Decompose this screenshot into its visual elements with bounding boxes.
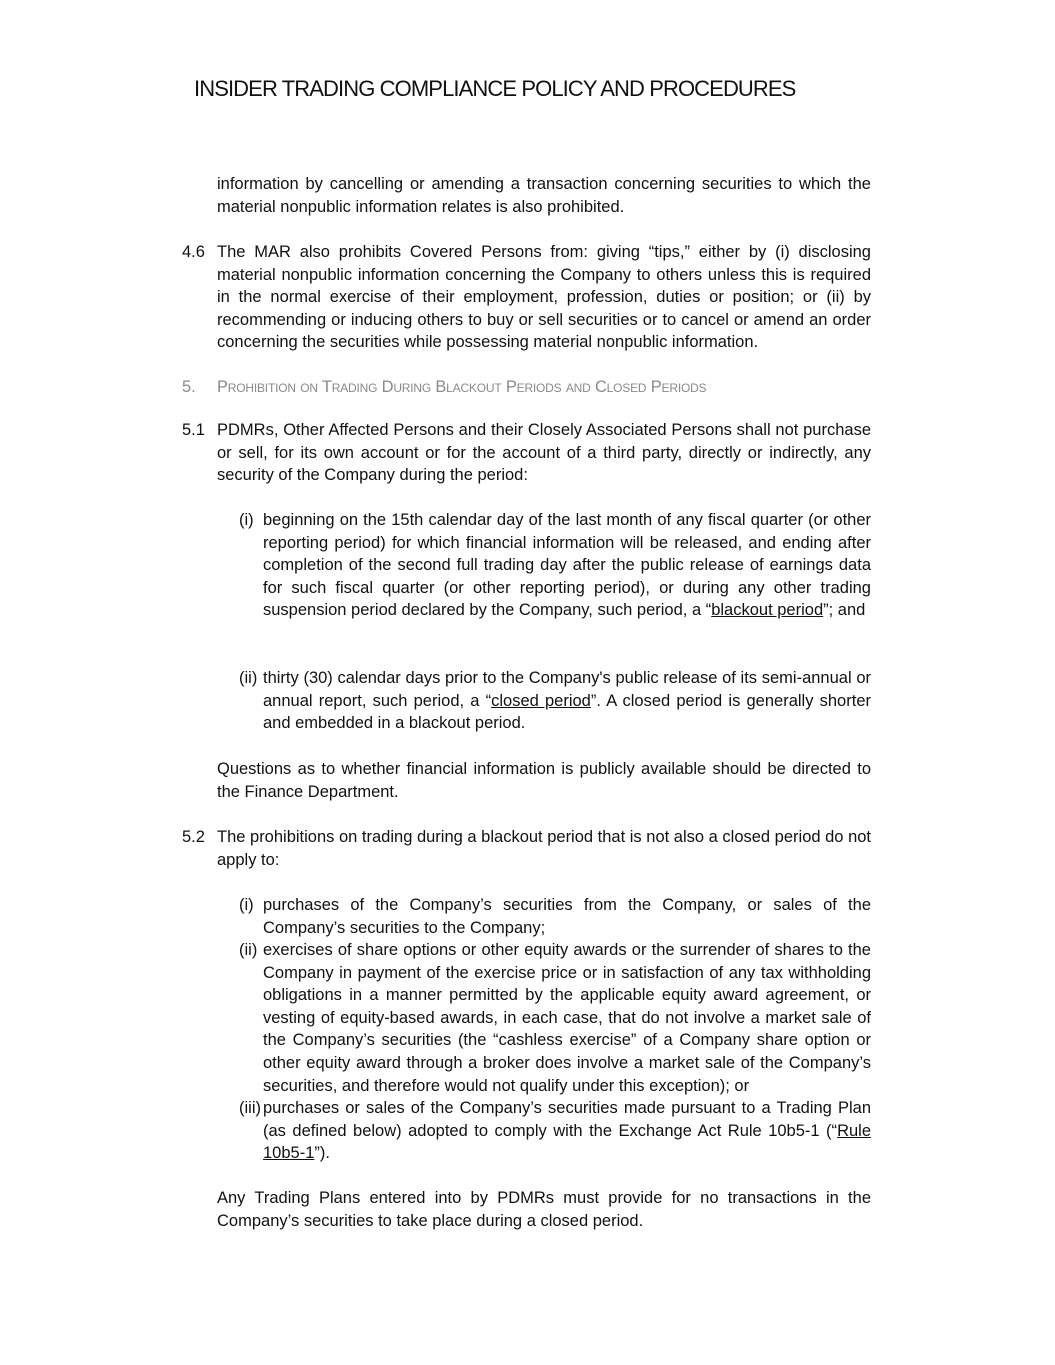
item-5-2-iii: purchases or sales of the Company’s securities made pursuant to a Trading Plan (as defined below) adopted to comply with the Exchange Act Rule 10b5-1 (“Rule 10b5-1”).	[263, 1099, 871, 1163]
defined-term-closed-period: closed period	[491, 691, 591, 710]
paragraph-5-2-note: Any Trading Plans entered into by PDMRs must provide for no transactions in the Company’s securities to take place during a closed period.	[217, 1189, 871, 1230]
item-label-5-2-i: (i)	[239, 896, 254, 914]
item-label-5-2-ii: (ii)	[239, 941, 258, 959]
paragraph-number-5-2: 5.2	[182, 828, 205, 846]
paragraph-number-4-6: 4.6	[182, 243, 205, 261]
paragraph-number-5-1: 5.1	[182, 421, 205, 439]
item-5-1-ii: thirty (30) calendar days prior to the Company's public release of its semi-annual or annual report, such period, a “closed period”. A closed period is generally shorter and embedded in a blackout period.	[263, 669, 871, 733]
section-5-heading	[182, 376, 706, 399]
section-title: Prohibition on Trading During Blackout Periods and Closed Periods	[217, 378, 707, 396]
defined-term-blackout-period: blackout period	[711, 601, 824, 620]
item-label-5-1-i: (i)	[239, 511, 254, 529]
item-5-2-i: purchases of the Company’s securities from the Company, or sales of the Company’s securities to the Company;	[263, 896, 871, 937]
defined-term-rule-10b5-1: Rule 10b5-1	[263, 1121, 871, 1163]
document-header: INSIDER TRADING COMPLIANCE POLICY AND PROCEDURES	[194, 76, 796, 101]
paragraph-5-1-note: Questions as to whether financial information is publicly available should be directed to the Finance Department.	[217, 760, 871, 801]
item-label-5-2-iii: (iii)	[239, 1099, 261, 1117]
item-label-5-1-ii: (ii)	[239, 669, 258, 687]
paragraph-5-2: The prohibitions on trading during a blackout period that is not also a closed period do not apply to:	[217, 828, 872, 869]
paragraph-5-1: PDMRs, Other Affected Persons and their Closely Associated Persons shall not purchase or sell, for its own account or for the account of a third party, directly or indirectly, any security of the Company during the period:	[217, 421, 871, 485]
section-number: 5.	[182, 378, 196, 396]
continuation-paragraph: information by cancelling or amending a transaction concerning securities to which the material nonpublic information relates is also prohibited.	[217, 175, 871, 216]
item-5-2-ii: exercises of share options or other equity awards or the surrender of shares to the Company in payment of the exercise price or in satisfaction of any tax withholding obligations in a manner permitted by the applicable equity award agreement, or vesting of equity-based awards, in each case, that do not involve a market sale of the Company’s securities (the “cashless exercise” of a Company share option or other equity award through a broker does involve a market sale of the Company’s securities, and therefore would not qualify under this exception); or	[263, 941, 871, 1095]
paragraph-4-6: The MAR also prohibits Covered Persons from: giving “tips,” either by (i) disclosing material nonpublic information concerning the Company to others unless this is required in the normal exercise of their employment, profession, duties or position; or (ii) by recommending or inducing others to buy or sell securities or to cancel or amend an order concerning the securities while possessing material nonpublic information.	[217, 243, 871, 352]
item-5-1-i: beginning on the 15th calendar day of the last month of any fiscal quarter (or other reporting period) for which financial information will be released, and ending after completion of the second full trading day after the public release of earnings data for such fiscal quarter (or other reporting period), or during any other trading suspension period declared by the Company, such period, a “blackout period”; and	[263, 511, 871, 620]
